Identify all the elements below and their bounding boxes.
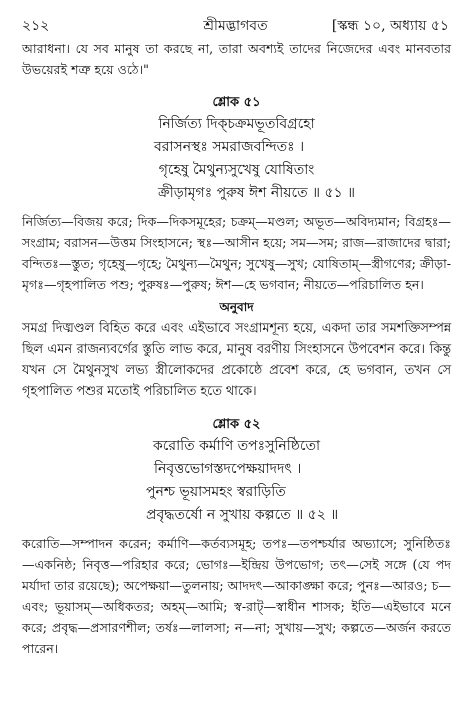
verse-51-translation: সমগ্র দিঙ্মণ্ডল বিহিত করে এবং এইভাবে সংগ্রামশূন্য হয়ে, একদা তার সমশক্তিসম্পন্ন ছিল এমন রাজন্যবর্গের স্তুতি লাভ করে, মানুষ বরণীয় সিংহাসনে উপবেশন করে। কিন্তু যখন সে মৈথুনসুখ লভ্য স্ত্রীলোকদের প্রকোষ্ঠে প্রবেশ করে, হে ভগবান, তখন সে গৃহপালিত পশুর মতোই পরিচালিত হতে থাকে।: [22, 321, 451, 399]
verse-52-line-2: নিবৃত্তভোগস্তদপেক্ষয়াদদৎ ।: [154, 461, 302, 477]
verse-51-word-meanings: নির্জিত্য—বিজয় করে; দিক—দিকসমূহের; চক্রম্‌—মণ্ডল; অভূত—অবিদ্যমান; বিগ্রহঃ—সংগ্রাম; বরাসন—উত্তম সিংহাসনে; স্থঃ—আসীন হয়ে; সম—সম; রাজ—রাজাদের দ্বারা; বন্দিতঃ—স্তুত; গৃহেষু—গৃহে; মৈথুন্য—মৈথুন; সুখেষু—সুখ; যোষিতাম্‌—স্ত্রীগণের; ক্রীড়া-মৃগঃ—গৃহপালিত পশু; পুরুষঃ—পুরুষ; ঈশ—হে ভগবান; নীয়তে—পরিচালিত হন।: [22, 214, 451, 292]
running-header: [22, 12, 449, 36]
verse-51-line-3: গৃহেষু মৈথুন্যসুখেষু যোষিতাং: [158, 162, 315, 178]
page-body: [22, 38, 451, 659]
verse-51-line-2: বরাসনস্থঃ সমরাজবন্দিতঃ ।: [154, 139, 305, 155]
intro-paragraph: আরাধনা। যে সব মানুষ তা করছে না, তারা অবশ্যই তাদের নিজেদের এবং মানবতার উভয়েরই শত্রু হয়ে ওঠে।": [22, 41, 451, 77]
book-title: শ্রীমদ্ভাগবত: [203, 18, 268, 34]
verse-51-line-4: ক্রীড়ামৃগঃ পুরুষ ঈশ নীয়তে ॥ ৫১ ॥: [158, 185, 356, 201]
page-number: ২১২: [22, 18, 50, 34]
verse-52-line-3: পুনশ্চ ভূয়াসমহং স্বরাড়িতি: [146, 484, 286, 500]
section-reference: [স্কন্ধ ১০, অধ্যায় ৫১: [331, 18, 449, 34]
verse-52-word-meanings: করোতি—সম্পাদন করেন; কর্মাণি—কর্তব্যসমূহ; তপঃ—তপশ্চর্যার অভ্যাসে; সুনিষ্ঠিতঃ—একনিষ্ঠ; নিবৃত্ত—পরিহার করে; ভোগঃ—ইন্দ্রিয় উপভোগ; তৎ—সেই সঙ্গে (যে পদ মর্যাদা তার রয়েছে); অপেক্ষয়া—তুলনায়; আদদৎ—আকাঙ্ক্ষা করে; পুনঃ—আরও; চ—এবং; ভূয়াসম্‌—অধিকতর; অহম্‌—আমি; স্ব-রাট্‌—স্বাধীন শাসক; ইতি—এইভাবে মনে করে; প্রবৃদ্ধ—প্রসারণশীল; তর্ষঃ—লালসা; ন—না; সুখায়—সুখ; কল্পতে—অর্জন করতে পারেন।: [22, 536, 451, 656]
verse-52-line-4: প্রবৃদ্ধতর্ষো ন সুখায় কল্পতে ॥ ৫২ ॥: [146, 507, 339, 523]
verse-51-line-1: নির্জিত্য দিক্‌চক্রমভূতবিগ্রহো: [158, 116, 315, 132]
verse-52-line-1: করোতি কর্মাণি তপঃসুনিষ্ঠিতো: [152, 438, 321, 454]
verse-52-heading: শ্লোক ৫২: [212, 417, 261, 432]
verse-51-heading: শ্লোক ৫১: [212, 95, 261, 110]
verse-51-translation-heading: অনুবাদ: [219, 300, 254, 314]
